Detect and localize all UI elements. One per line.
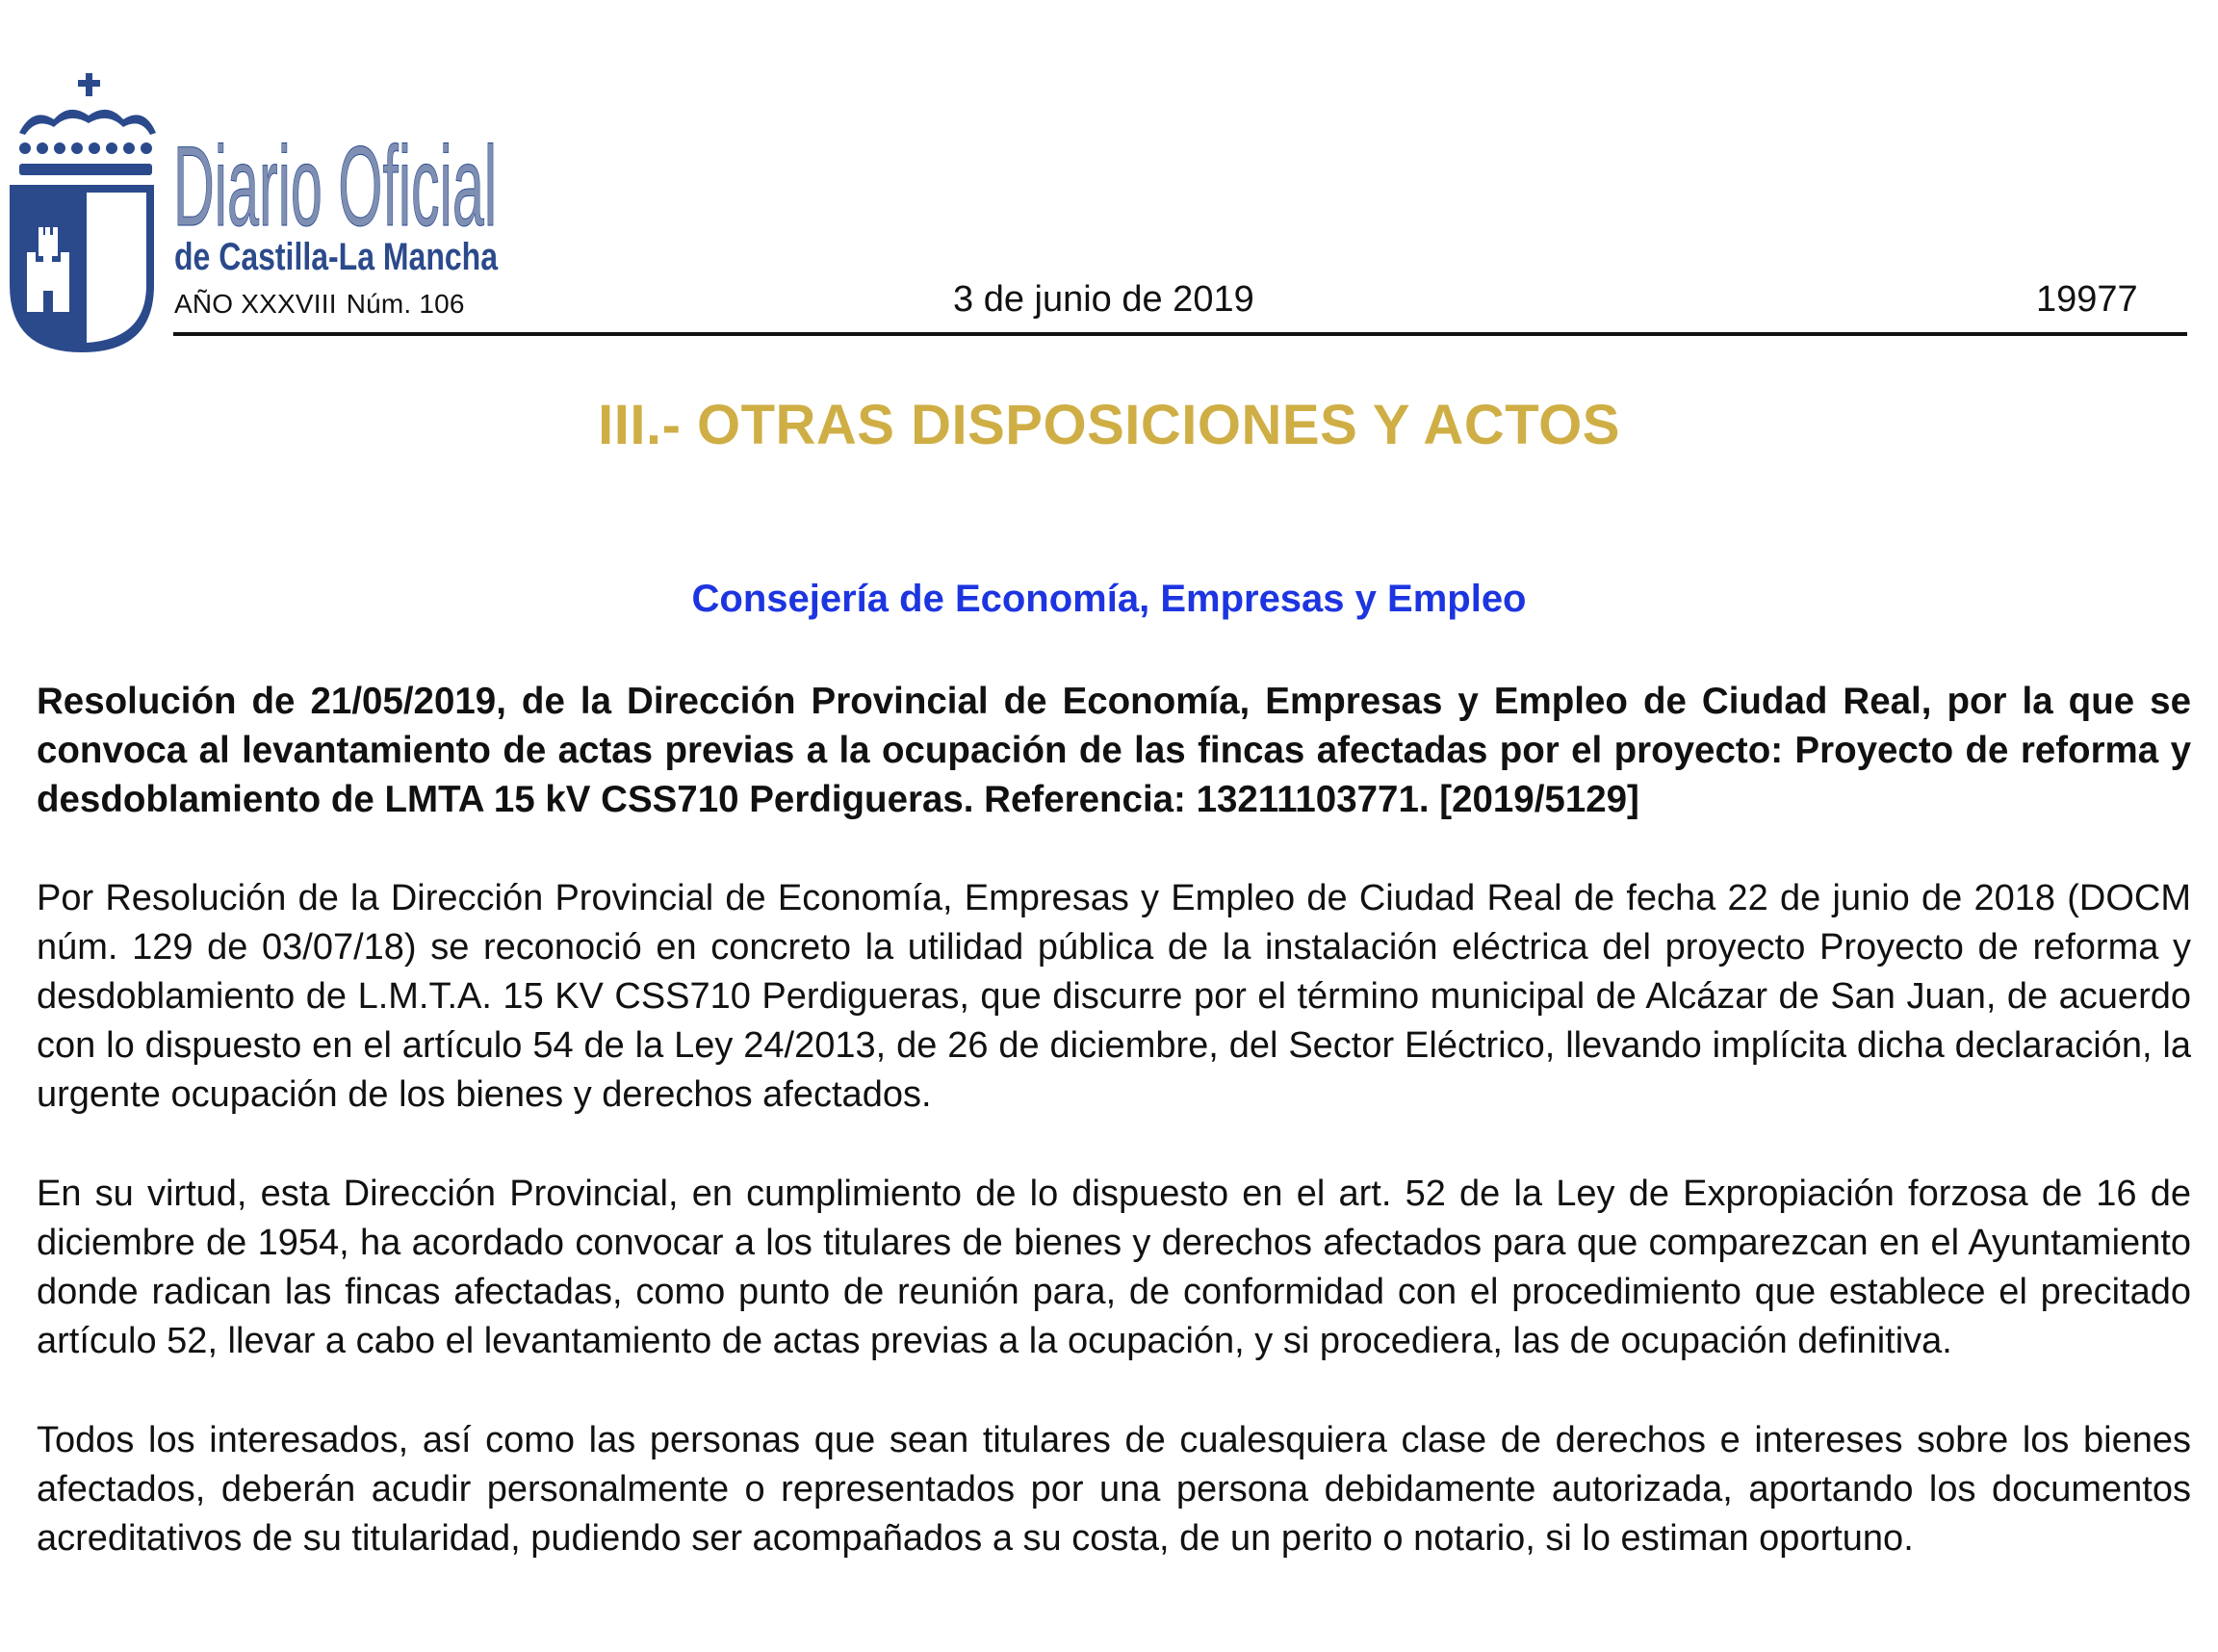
issue-year: AÑO XXXVIII [174, 289, 337, 319]
header-divider [173, 332, 2187, 336]
publication-date: 3 de junio de 2019 [953, 279, 1254, 320]
department-name: Consejería de Economía, Empresas y Empleo [691, 578, 1527, 620]
page-number: 19977 [2036, 279, 2138, 320]
issue-number: Núm. 106 [346, 289, 465, 319]
svg-text:de Castilla-La Mancha: de Castilla-La Mancha [174, 236, 499, 275]
svg-text:Diario Oficial: Diario Oficial [173, 133, 497, 237]
resolution-title: Resolución de 21/05/2019, de la Dirección Provincial de Economía, Empresas y Empleo de Ciudad Real, por la que se convoca al levantamiento de actas previas a la ocupación de las fincas afectadas por el proyecto: Proyecto de reforma y desdoblamiento de LMTA 15 kV CSS710 Perdigueras. Referencia: 13211103771. [2019/5129] [37, 681, 2191, 820]
body-paragraph-3: Todos los interesados, así como las personas que sean titulares de cualesquiera clase de derechos e intereses sobre los bienes afectados, deberán acudir personalmente o representados por una persona debidamente autorizada, aportando los documentos acreditativos de su titularidad, pudiendo ser acompañados a su costa, de un perito o notario, si lo estiman oportuno. [37, 1420, 2191, 1559]
masthead-title [173, 133, 501, 237]
issue-info [174, 289, 465, 320]
body-paragraph-1: Por Resolución de la Dirección Provincial de Economía, Empresas y Empleo de Ciudad Real de fecha 22 de junio de 2018 (DOCM núm. 129 de 03/07/18) se reconoció en concreto la utilidad pública de la instalación eléctrica del proyecto Proyecto de reforma y desdoblamiento de L.M.T.A. 15 KV CSS710 Perdigueras, que discurre por el término municipal de Alcázar de San Juan, de acuerdo con lo dispuesto en el artículo 54 de la Ley 24/2013, de 26 de diciembre, del Sector Eléctrico, llevando implícita dicha declaración, la urgente ocupación de los bienes y derechos afectados. [37, 878, 2191, 1115]
body-paragraph-2: En su virtud, esta Dirección Provincial, en cumplimiento de lo dispuesto en el art. 52 de la Ley de Expropiación forzosa de 16 de diciembre de 1954, ha acordado convocar a los titulares de bienes y derechos afectados para que comparezcan en el Ayuntamiento donde radican las fincas afectadas, como punto de reunión para, de conformidad con el procedimiento que establece el precitado artículo 52, llevar a cabo el levantamiento de actas previas a la ocupación, y si procediera, las de ocupación definitiva. [37, 1174, 2191, 1361]
document-body [37, 677, 2191, 1613]
section-heading: III.- OTRAS DISPOSICIONES Y ACTOS [598, 394, 1620, 456]
masthead-subtitle [173, 235, 501, 275]
castilla-la-mancha-emblem-icon [6, 73, 158, 352]
